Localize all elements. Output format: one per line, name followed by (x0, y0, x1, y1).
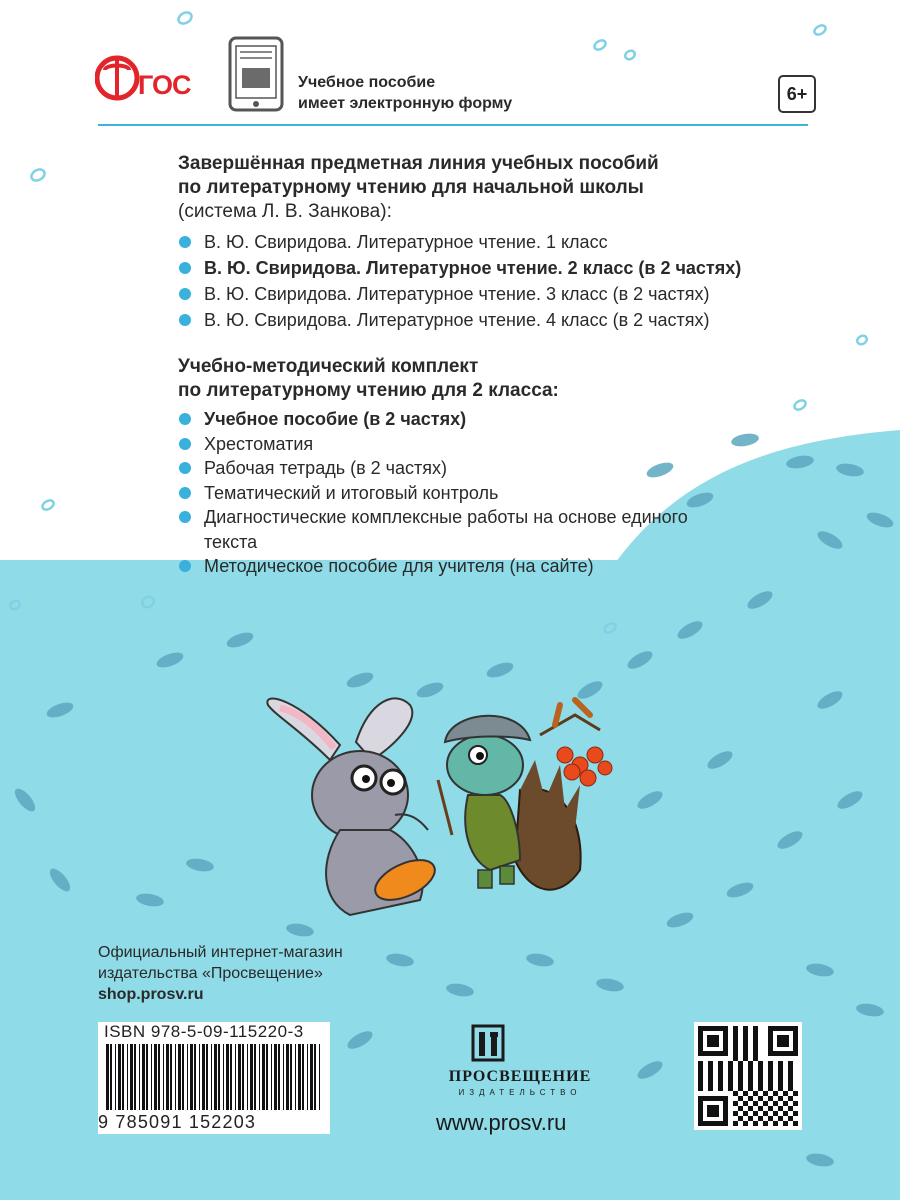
list-item (178, 505, 724, 554)
qr-cell (733, 1056, 738, 1061)
qr-cell (708, 1081, 713, 1086)
barcode-bar (278, 1044, 280, 1110)
barcode-bar (218, 1044, 220, 1110)
qr-cell (758, 1066, 763, 1071)
barcode-bar (283, 1044, 284, 1110)
barcode-icon (102, 1044, 326, 1112)
list-item (178, 432, 878, 457)
list-item (178, 282, 878, 307)
qr-cell (698, 1061, 703, 1066)
qr-cell (758, 1086, 763, 1091)
publisher-website: www.prosv.ru (436, 1110, 567, 1135)
barcode-bar (142, 1044, 145, 1110)
qr-cell (788, 1081, 793, 1086)
list-item (178, 230, 878, 255)
barcode-bar (314, 1044, 316, 1110)
barcode-bar (307, 1044, 308, 1110)
isbn-label: ISBN 978-5-09-115220-3 (104, 1022, 304, 1041)
qr-cell (748, 1116, 753, 1121)
barcode-bar (295, 1044, 296, 1110)
qr-cell (733, 1091, 738, 1096)
barcode-bar (211, 1044, 212, 1110)
qr-cell (743, 1101, 748, 1106)
qr-cell (743, 1026, 748, 1031)
qr-cell (733, 1031, 738, 1036)
barcode-bar (242, 1044, 244, 1110)
qr-cell (718, 1076, 723, 1081)
qr-cell (748, 1076, 753, 1081)
bullet-icon (179, 413, 191, 425)
list-item (178, 554, 878, 579)
series-section (178, 152, 878, 334)
qr-cell (768, 1061, 773, 1066)
barcode-bar (226, 1044, 229, 1110)
barcode-bar (310, 1044, 313, 1110)
qr-cell (773, 1101, 778, 1106)
qr-cell (793, 1121, 798, 1126)
qr-cell (758, 1081, 763, 1086)
qr-cell (788, 1066, 793, 1071)
barcode-bar (271, 1044, 272, 1110)
barcode-bar (262, 1044, 265, 1110)
qr-cell (708, 1066, 713, 1071)
qr-cell (768, 1066, 773, 1071)
qr-cell (728, 1071, 733, 1076)
list-item-text: Рабочая тетрадь (в 2 частях) (204, 458, 448, 478)
qr-cell (793, 1091, 798, 1096)
qr-cell (728, 1081, 733, 1086)
qr-cell (708, 1076, 713, 1081)
publisher-name: ПРОСВЕЩЕНИЕ (448, 1068, 592, 1085)
series-subtitle: (система Л. В. Занкова): (178, 201, 392, 222)
qr-cell (753, 1056, 758, 1061)
qr-cell (733, 1051, 738, 1056)
qr-cell (758, 1076, 763, 1081)
qr-cell (733, 1111, 738, 1116)
qr-cell (758, 1106, 763, 1111)
electronic-form-line2: имеет электронную форму (298, 95, 513, 112)
qr-cell (788, 1116, 793, 1121)
list-item-text: Диагностические комплексные работы на основе единого текста (204, 507, 688, 552)
barcode-bar (118, 1044, 121, 1110)
qr-cell (698, 1086, 703, 1091)
barcode-bar (187, 1044, 188, 1110)
publisher-subtitle: ИЗДАТЕЛЬСТВО (458, 1088, 582, 1097)
umk-section (178, 355, 878, 579)
barcode-bar (250, 1044, 253, 1110)
qr-cell (738, 1096, 743, 1101)
barcode-bar (235, 1044, 236, 1110)
qr-cell (768, 1071, 773, 1076)
qr-cell (738, 1071, 743, 1076)
qr-cell (763, 1091, 768, 1096)
shop-url: shop.prosv.ru (98, 986, 204, 1003)
list-item-text: Методическое пособие для учителя (на сайте) (204, 556, 594, 576)
barcode-bar (266, 1044, 268, 1110)
barcode-bar (122, 1044, 124, 1110)
barcode-bar (194, 1044, 196, 1110)
barcode-bar (182, 1044, 184, 1110)
qr-cell (758, 1071, 763, 1076)
bullet-icon (179, 288, 191, 300)
qr-cell (783, 1111, 788, 1116)
qr-cell (748, 1071, 753, 1076)
qr-cell (758, 1096, 763, 1101)
qr-cell (753, 1091, 758, 1096)
qr-cell (738, 1106, 743, 1111)
qr-cell (728, 1061, 733, 1066)
list-item-text: В. Ю. Свиридова. Литературное чтение. 2 класс (в 2 частях) (204, 258, 742, 278)
qr-cell (768, 1096, 773, 1101)
bullet-icon (179, 262, 191, 274)
barcode-bar (178, 1044, 181, 1110)
list-item-text: Хрестоматия (204, 433, 314, 454)
qr-cell (753, 1121, 758, 1126)
electronic-form-note (298, 72, 512, 114)
qr-cell (788, 1096, 793, 1101)
qr-cell (728, 1086, 733, 1091)
bullet-icon (179, 511, 191, 523)
qr-cell (758, 1116, 763, 1121)
qr-cell (788, 1071, 793, 1076)
qr-cell (743, 1041, 748, 1046)
qr-cell (783, 1101, 788, 1106)
list-item (178, 407, 878, 432)
qr-cell (743, 1091, 748, 1096)
qr-cell (793, 1111, 798, 1116)
qr-cell (753, 1111, 758, 1116)
qr-cell (718, 1066, 723, 1071)
electronic-form-line1: Учебное пособие (298, 74, 436, 91)
qr-cell (763, 1121, 768, 1126)
barcode-bar (163, 1044, 164, 1110)
qr-cell (738, 1076, 743, 1081)
qr-cell (733, 1026, 738, 1031)
qr-cell (778, 1066, 783, 1071)
qr-cell (743, 1036, 748, 1041)
qr-cell (753, 1051, 758, 1056)
qr-cell (753, 1036, 758, 1041)
qr-cell (738, 1066, 743, 1071)
barcode-bar (259, 1044, 260, 1110)
qr-cell (783, 1091, 788, 1096)
barcode-bar (202, 1044, 205, 1110)
barcode-bar (175, 1044, 176, 1110)
qr-code-icon (694, 1022, 802, 1130)
barcode-bar (151, 1044, 152, 1110)
list-item-text: Учебное пособие (в 2 частях) (204, 409, 467, 429)
qr-cell (773, 1111, 778, 1116)
barcode-bar (130, 1044, 133, 1110)
qr-cell (733, 1101, 738, 1106)
qr-cell (738, 1081, 743, 1086)
qr-cell (788, 1076, 793, 1081)
barcode-bar (190, 1044, 193, 1110)
qr-cell (748, 1086, 753, 1091)
list-item (178, 256, 878, 281)
qr-cell (748, 1061, 753, 1066)
prosveshchenie-logo-icon (471, 1024, 505, 1064)
qr-cell (763, 1111, 768, 1116)
barcode-bar (134, 1044, 136, 1110)
qr-cell (778, 1106, 783, 1111)
qr-cell (753, 1026, 758, 1031)
list-item-text: В. Ю. Свиридова. Литературное чтение. 3 класс (в 2 частях) (204, 284, 710, 304)
qr-cell (773, 1121, 778, 1126)
qr-cell (768, 1106, 773, 1111)
list-item-text: Тематический и итоговый контроль (204, 482, 499, 503)
bullet-icon (179, 560, 191, 572)
qr-cell (698, 1076, 703, 1081)
barcode-bar (139, 1044, 140, 1110)
bullet-icon (179, 487, 191, 499)
shop-line2: издательства «Просвещение» (98, 965, 323, 982)
qr-cell (788, 1086, 793, 1091)
list-item (178, 481, 878, 506)
list-item (178, 308, 878, 333)
bullet-icon (179, 438, 191, 450)
list-item-text: В. Ю. Свиридова. Литературное чтение. 1 класс (204, 232, 608, 252)
qr-cell (768, 1076, 773, 1081)
qr-cell (733, 1121, 738, 1126)
series-list (178, 230, 878, 333)
barcode-bar (206, 1044, 208, 1110)
qr-cell (733, 1036, 738, 1041)
list-item-text: В. Ю. Свиридова. Литературное чтение. 4 класс (в 2 частях) (204, 310, 710, 330)
barcode-bar (106, 1044, 109, 1110)
qr-cell (753, 1031, 758, 1036)
umk-heading-line1: Учебно-методический комплект (178, 356, 479, 377)
list-item (178, 456, 878, 481)
barcode-bar (230, 1044, 232, 1110)
qr-cell (793, 1101, 798, 1106)
barcode-bar (298, 1044, 301, 1110)
qr-cell (728, 1066, 733, 1071)
tablet-icon (228, 36, 284, 112)
barcode-bar (170, 1044, 172, 1110)
qr-cell (763, 1101, 768, 1106)
qr-cell (778, 1096, 783, 1101)
barcode-bar (110, 1044, 112, 1110)
qr-cell (718, 1061, 723, 1066)
barcode-bar (274, 1044, 277, 1110)
qr-cell (778, 1086, 783, 1091)
qr-cell (698, 1071, 703, 1076)
qr-cell (788, 1061, 793, 1066)
qr-cell (708, 1086, 713, 1091)
qr-cell (778, 1076, 783, 1081)
barcode-bar (254, 1044, 256, 1110)
qr-cell (738, 1086, 743, 1091)
qr-cell (748, 1096, 753, 1101)
qr-cell (743, 1031, 748, 1036)
qr-cell (738, 1116, 743, 1121)
header-divider (98, 124, 808, 126)
qr-cell (718, 1086, 723, 1091)
barcode-bar (115, 1044, 116, 1110)
barcode-bar (146, 1044, 148, 1110)
qr-cell (698, 1081, 703, 1086)
umk-list (178, 407, 878, 579)
qr-cell (698, 1066, 703, 1071)
qr-cell (748, 1106, 753, 1111)
age-rating-badge: 6+ (778, 75, 816, 113)
qr-cell (753, 1046, 758, 1051)
barcode-bar (302, 1044, 304, 1110)
qr-cell (778, 1061, 783, 1066)
qr-cell (733, 1046, 738, 1051)
bullet-icon (179, 462, 191, 474)
qr-cell (728, 1076, 733, 1081)
qr-cell (778, 1071, 783, 1076)
qr-cell (768, 1081, 773, 1086)
qr-cell (783, 1121, 788, 1126)
barcode-bar (238, 1044, 241, 1110)
qr-cell (768, 1086, 773, 1091)
qr-cell (718, 1071, 723, 1076)
barcode-bar (166, 1044, 169, 1110)
qr-cell (743, 1051, 748, 1056)
qr-cell (768, 1116, 773, 1121)
barcode-bar (154, 1044, 157, 1110)
qr-cell (788, 1106, 793, 1111)
barcode-bar (319, 1044, 320, 1110)
isbn-barcode (98, 1022, 330, 1134)
qr-cell (718, 1081, 723, 1086)
barcode-bar (247, 1044, 248, 1110)
shop-line1: Официальный интернет-магазин (98, 944, 343, 961)
qr-cell (743, 1121, 748, 1126)
barcode-bar (127, 1044, 128, 1110)
qr-cell (743, 1046, 748, 1051)
qr-code-graphic (694, 1022, 802, 1130)
qr-cell (773, 1091, 778, 1096)
barcode-bar (214, 1044, 217, 1110)
qr-cell (738, 1061, 743, 1066)
qr-cell (778, 1116, 783, 1121)
qr-cell (733, 1041, 738, 1046)
bullet-icon (179, 314, 191, 326)
umk-heading-line2: по литературному чтению для 2 класса: (178, 380, 559, 401)
barcode-digits: 9 785091 152203 (98, 1112, 257, 1132)
barcode-bar (223, 1044, 224, 1110)
qr-cell (743, 1056, 748, 1061)
qr-cell (748, 1081, 753, 1086)
qr-cell (748, 1066, 753, 1071)
barcode-bar (290, 1044, 292, 1110)
qr-cell (758, 1061, 763, 1066)
bullet-icon (179, 236, 191, 248)
series-heading-line1: Завершённая предметная линия учебных пособий (178, 153, 659, 174)
barcode-bar (199, 1044, 200, 1110)
online-shop-note (98, 942, 343, 1005)
qr-cell (753, 1041, 758, 1046)
qr-cell (778, 1081, 783, 1086)
qr-cell (743, 1111, 748, 1116)
barcode-bar (158, 1044, 160, 1110)
qr-cell (708, 1071, 713, 1076)
qr-cell (708, 1061, 713, 1066)
qr-cell (753, 1101, 758, 1106)
series-heading-line2: по литературному чтению для начальной школы (178, 177, 644, 198)
fgos-logo-text: ГОС (138, 70, 191, 100)
barcode-bar (286, 1044, 289, 1110)
